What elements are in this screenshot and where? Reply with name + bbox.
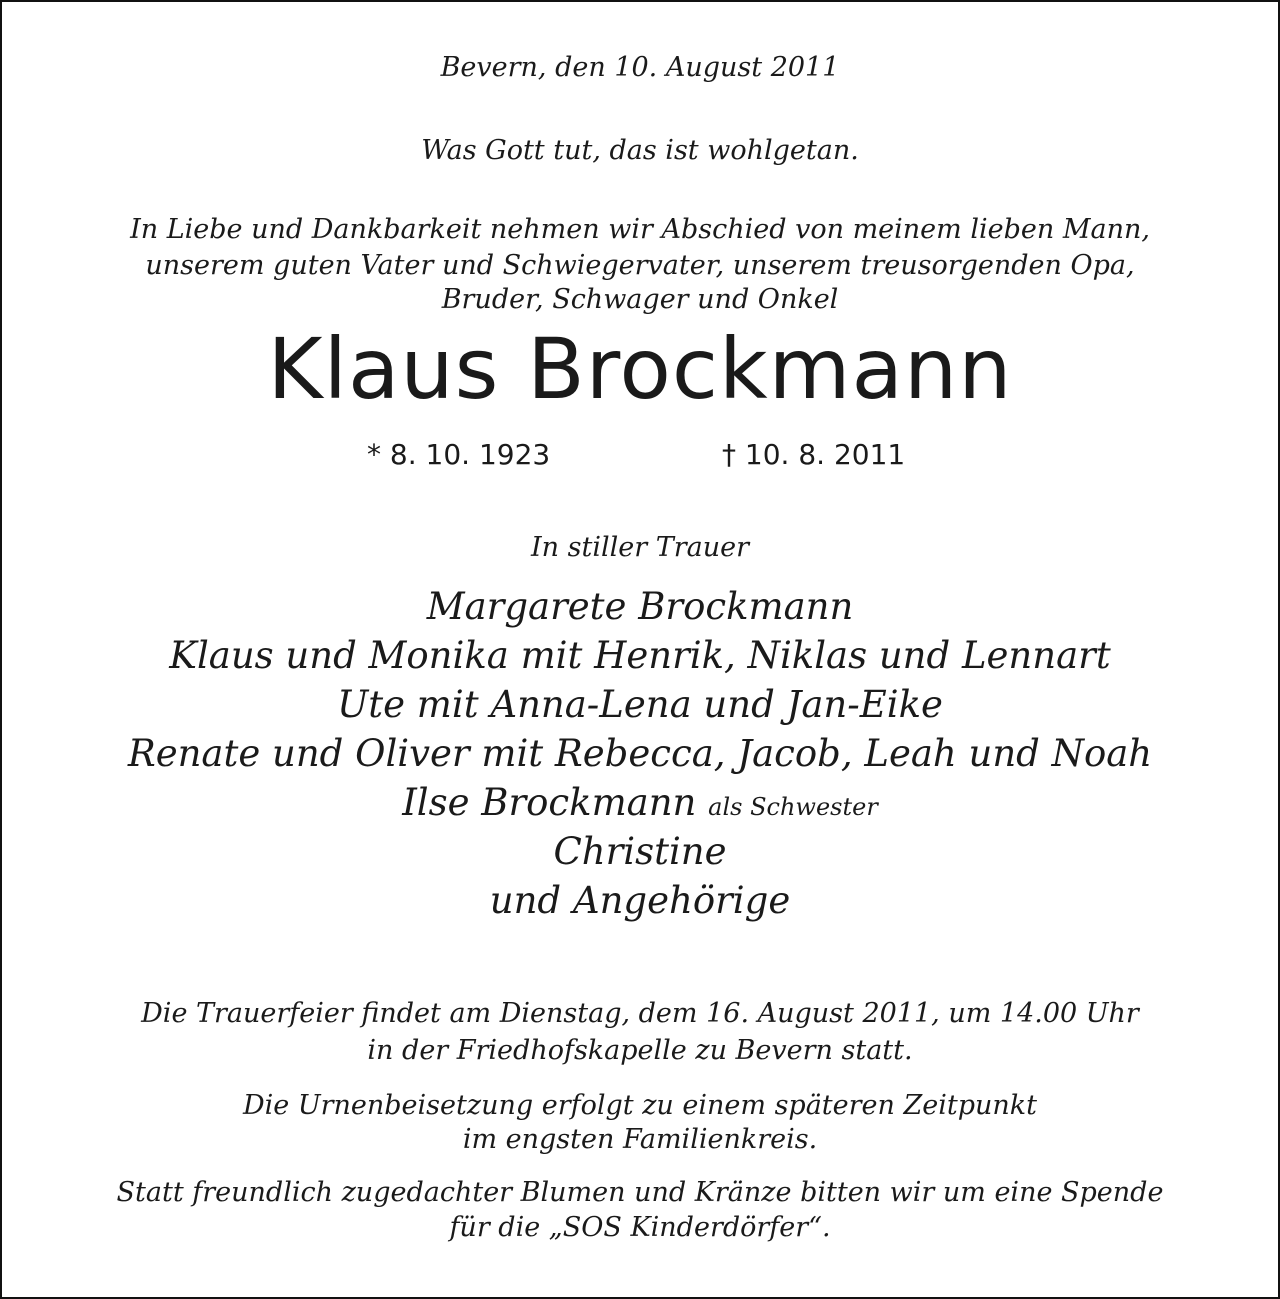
ceremony-line-2: in der Friedhofskapelle zu Bevern statt. bbox=[367, 1035, 913, 1066]
burial-line-1: Die Urnenbeisetzung erfolgt zu einem späteren Zeitpunkt bbox=[243, 1090, 1037, 1121]
intro-line-2: unserem guten Vater und Schwiegervater, unserem treusorgenden Opa, bbox=[145, 250, 1135, 281]
death-date: † 10. 8. 2011 bbox=[722, 438, 906, 471]
mourner-line: und Angehörige bbox=[489, 879, 791, 922]
intro-line-3: Bruder, Schwager und Onkel bbox=[441, 284, 839, 315]
mourner-line: Christine bbox=[553, 830, 727, 873]
sister-relation: als Schwester bbox=[708, 793, 878, 821]
motto-line: Was Gott tut, das ist wohlgetan. bbox=[421, 135, 859, 166]
donation-line-1: Statt freundlich zugedachter Blumen und Kränze bitten wir um eine Spende bbox=[116, 1177, 1164, 1208]
sister-line bbox=[2, 781, 1278, 824]
sister-name: Ilse Brockmann bbox=[402, 781, 697, 824]
deceased-name: Klaus Brockmann bbox=[267, 320, 1013, 418]
mourning-heading: In stiller Trauer bbox=[530, 532, 749, 563]
place-date: Bevern, den 10. August 2011 bbox=[440, 52, 840, 83]
ceremony-line-1: Die Trauerfeier findet am Dienstag, dem 16. August 2011, um 14.00 Uhr bbox=[141, 998, 1139, 1029]
birth-date: * 8. 10. 1923 bbox=[367, 438, 551, 471]
donation-line-2: für die „SOS Kinderdörfer“. bbox=[449, 1212, 831, 1243]
life-dates bbox=[2, 438, 1278, 478]
intro-line-1: In Liebe und Dankbarkeit nehmen wir Abschied von meinem lieben Mann, bbox=[130, 214, 1150, 245]
mourner-line: Klaus und Monika mit Henrik, Niklas und Lennart bbox=[169, 634, 1111, 677]
mourner-line: Ute mit Anna-Lena und Jan-Eike bbox=[337, 683, 943, 726]
mourner-line: Margarete Brockmann bbox=[426, 585, 854, 628]
mourner-line: Renate und Oliver mit Rebecca, Jacob, Leah und Noah bbox=[127, 732, 1153, 775]
burial-line-2: im engsten Familienkreis. bbox=[462, 1124, 818, 1155]
